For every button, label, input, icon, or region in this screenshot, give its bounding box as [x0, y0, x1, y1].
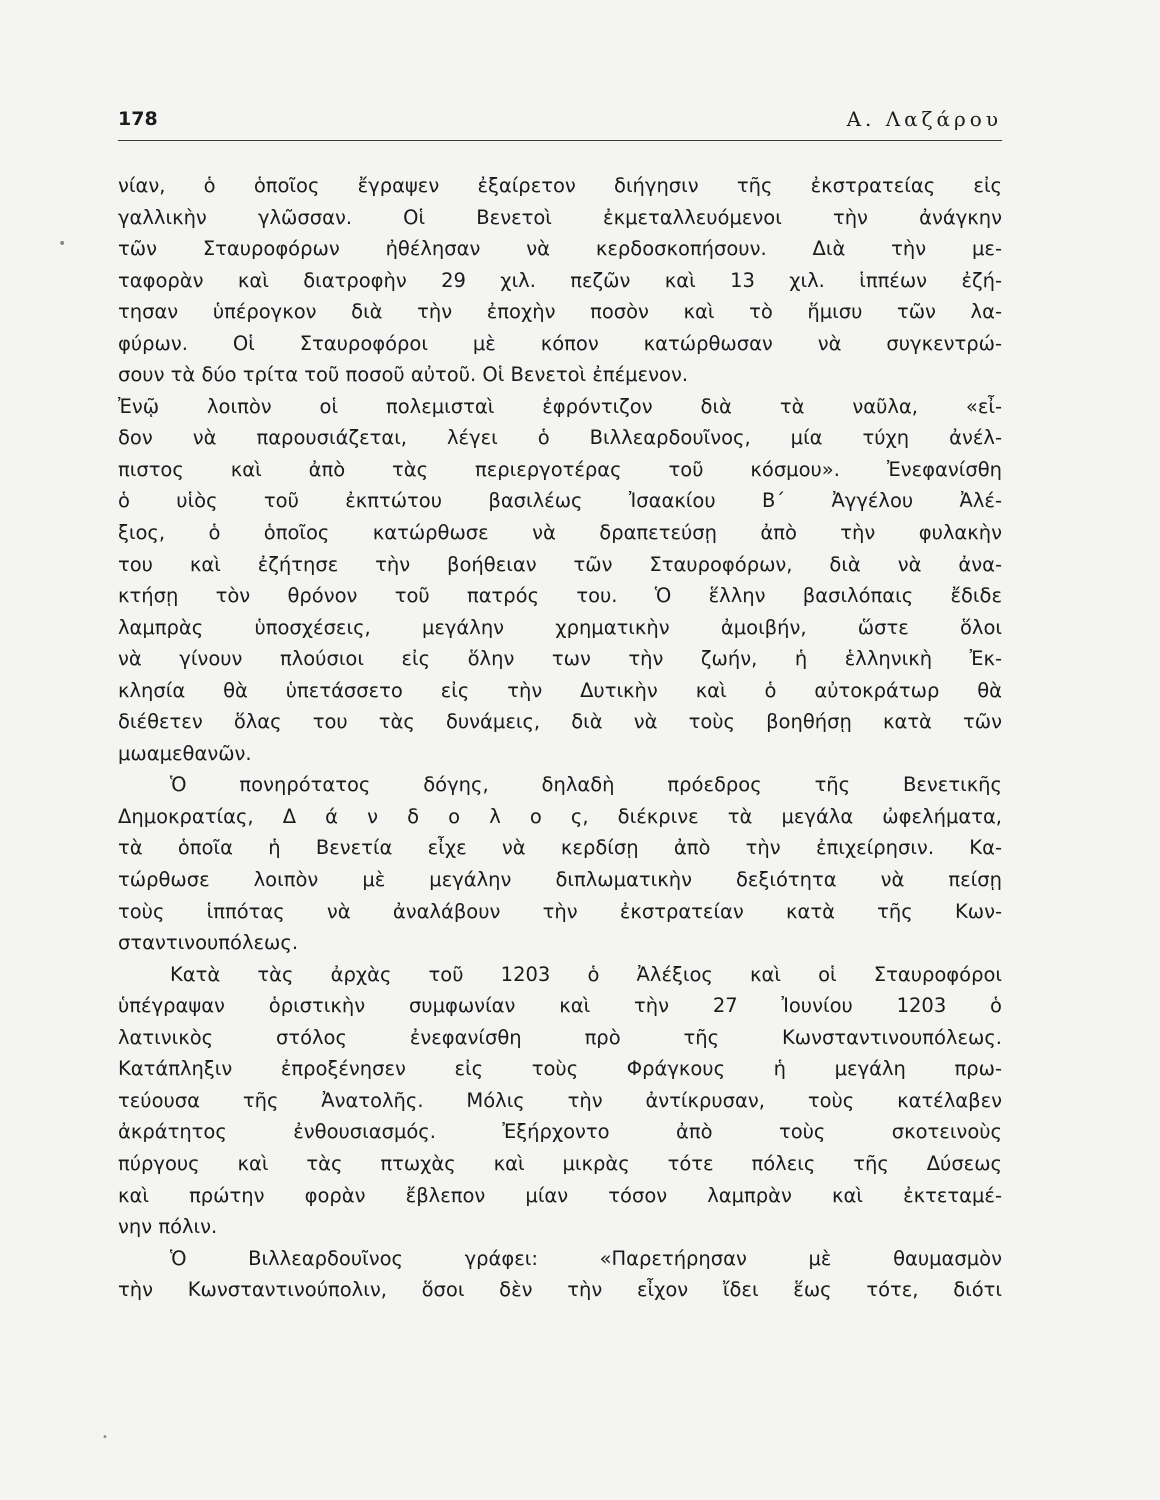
- text-line: τώρθωσε λοιπὸν μὲ μεγάλην διπλωματικὴν δεξιότητα νὰ πείσῃ: [118, 868, 1002, 892]
- text-line: Κατὰ τὰς ἀρχὰς τοῦ 1203 ὁ Ἀλέξιος καὶ οἱ Σταυροφόροι: [170, 962, 1002, 986]
- text-line: φύρων. Οἱ Σταυροφόροι μὲ κόπον κατώρθωσαν νὰ συγκεντρώ-: [118, 331, 1002, 355]
- text-line: διέθετεν ὅλας του τὰς δυνάμεις, διὰ νὰ τοὺς βοηθήσῃ κατὰ τῶν: [118, 710, 1002, 734]
- scan-speck: •: [58, 236, 67, 252]
- text-line: πιστος καὶ ἀπὸ τὰς περιεργοτέρας τοῦ κόσμου». Ἐνεφανίσθη: [118, 457, 1002, 481]
- text-line: κτήσῃ τὸν θρόνον τοῦ πατρός του. Ὁ ἕλλην βασιλόπαις ἔδιδε: [118, 584, 1002, 608]
- text-line: ξιος, ὁ ὁποῖος κατώρθωσε νὰ δραπετεύσῃ ἀπὸ τὴν φυλακὴν: [118, 521, 1002, 545]
- body-text: [118, 170, 1002, 1306]
- scan-speck: •: [102, 1432, 108, 1443]
- text-line: κλησία θὰ ὑπετάσσετο εἰς τὴν Δυτικὴν καὶ ὁ αὐτοκράτωρ θὰ: [118, 678, 1002, 702]
- page-number: 178: [118, 108, 158, 130]
- text-line: του καὶ ἐζήτησε τὴν βοήθειαν τῶν Σταυροφόρων, διὰ νὰ ἀνα-: [118, 552, 1002, 576]
- text-line: Κατάπληξιν ἐπροξένησεν εἰς τοὺς Φράγκους ἡ μεγάλη πρω-: [118, 1057, 1002, 1081]
- text-line: μωαμεθανῶν.: [118, 741, 252, 765]
- text-line: λατινικὸς στόλος ἐνεφανίσθη πρὸ τῆς Κωνσταντινουπόλεως.: [118, 1025, 1002, 1049]
- text-line: τησαν ὑπέρογκον διὰ τὴν ἐποχὴν ποσὸν καὶ τὸ ἥμισυ τῶν λα-: [118, 300, 1002, 324]
- text-line: τοὺς ἱππότας νὰ ἀναλάβουν τὴν ἐκστρατείαν κατὰ τῆς Κων-: [118, 899, 1002, 923]
- text-line: Δημοκρατίας, Δ ά ν δ ο λ ο ς, διέκρινε τὰ μεγάλα ὠφελήματα,: [118, 804, 1002, 828]
- text-line: Ὁ Βιλλεαρδουῖνος γράφει: «Παρετήρησαν μὲ θαυμασμὸν: [170, 1246, 1002, 1270]
- header-rule: [118, 140, 1002, 141]
- text-line: Ὁ πονηρότατος δόγης, δηλαδὴ πρόεδρος τῆς Βενετικῆς: [170, 773, 1002, 797]
- text-line: καὶ πρώτην φορὰν ἔβλεπον μίαν τόσον λαμπρὰν καὶ ἐκτεταμέ-: [118, 1183, 1002, 1207]
- text-line: γαλλικὴν γλῶσσαν. Οἱ Βενετοὶ ἐκμεταλλευόμενοι τὴν ἀνάγκην: [118, 205, 1002, 229]
- text-line: ἀκράτητος ἐνθουσιασμός. Ἐξήρχοντο ἀπὸ τοὺς σκοτεινοὺς: [118, 1120, 1002, 1144]
- text-line: πύργους καὶ τὰς πτωχὰς καὶ μικρὰς τότε πόλεις τῆς Δύσεως: [118, 1151, 1002, 1175]
- text-line: ὑπέγραψαν ὁριστικὴν συμφωνίαν καὶ τὴν 27 Ἰουνίου 1203 ὁ: [118, 994, 1002, 1018]
- text-line: λαμπρὰς ὑποσχέσεις, μεγάλην χρηματικὴν ἀμοιβήν, ὥστε ὅλοι: [118, 615, 1002, 639]
- text-line: σταντινουπόλεως.: [118, 931, 299, 955]
- text-line: δον νὰ παρουσιάζεται, λέγει ὁ Βιλλεαρδουῖνος, μία τύχη ἀνέλ-: [118, 426, 1002, 450]
- text-line: Ἐνῷ λοιπὸν οἱ πολεμισταὶ ἐφρόντιζον διὰ τὰ ναῦλα, «εἶ-: [118, 394, 1002, 418]
- text-line: τὰ ὁποῖα ἡ Βενετία εἶχε νὰ κερδίσῃ ἀπὸ τὴν ἐπιχείρησιν. Κα-: [118, 836, 1002, 860]
- text-line: τεύουσα τῆς Ἀνατολῆς. Μόλις τὴν ἀντίκρυσαν, τοὺς κατέλαβεν: [118, 1088, 1002, 1112]
- text-line: ὁ υἱὸς τοῦ ἐκπτώτου βασιλέως Ἰσαακίου Β΄ Ἀγγέλου Ἀλέ-: [118, 489, 1002, 513]
- text-line: σουν τὰ δύο τρίτα τοῦ ποσοῦ αὐτοῦ. Οἱ Βενετοὶ ἐπέμενον.: [118, 363, 689, 387]
- text-line: τὴν Κωνσταντινούπολιν, ὅσοι δὲν τὴν εἶχον ἴδει ἕως τότε, διότι: [118, 1278, 1002, 1302]
- text-line: νίαν, ὁ ὁποῖος ἔγραψεν ἐξαίρετον διήγησιν τῆς ἐκστρατείας εἰς: [118, 174, 1002, 197]
- running-head-author: Α. Λαζάρου: [846, 107, 1002, 131]
- page-header: [118, 104, 1002, 140]
- text-line: τῶν Σταυροφόρων ἠθέλησαν νὰ κερδοσκοπήσουν. Διὰ τὴν με-: [118, 237, 1002, 261]
- text-line: νὰ γίνουν πλούσιοι εἰς ὅλην των τὴν ζωήν, ἡ ἑλληνικὴ Ἐκ-: [118, 647, 1002, 671]
- text-line: ταφορὰν καὶ διατροφὴν 29 χιλ. πεζῶν καὶ 13 χιλ. ἱππέων ἐζή-: [118, 268, 1002, 292]
- text-line: νην πόλιν.: [118, 1215, 218, 1239]
